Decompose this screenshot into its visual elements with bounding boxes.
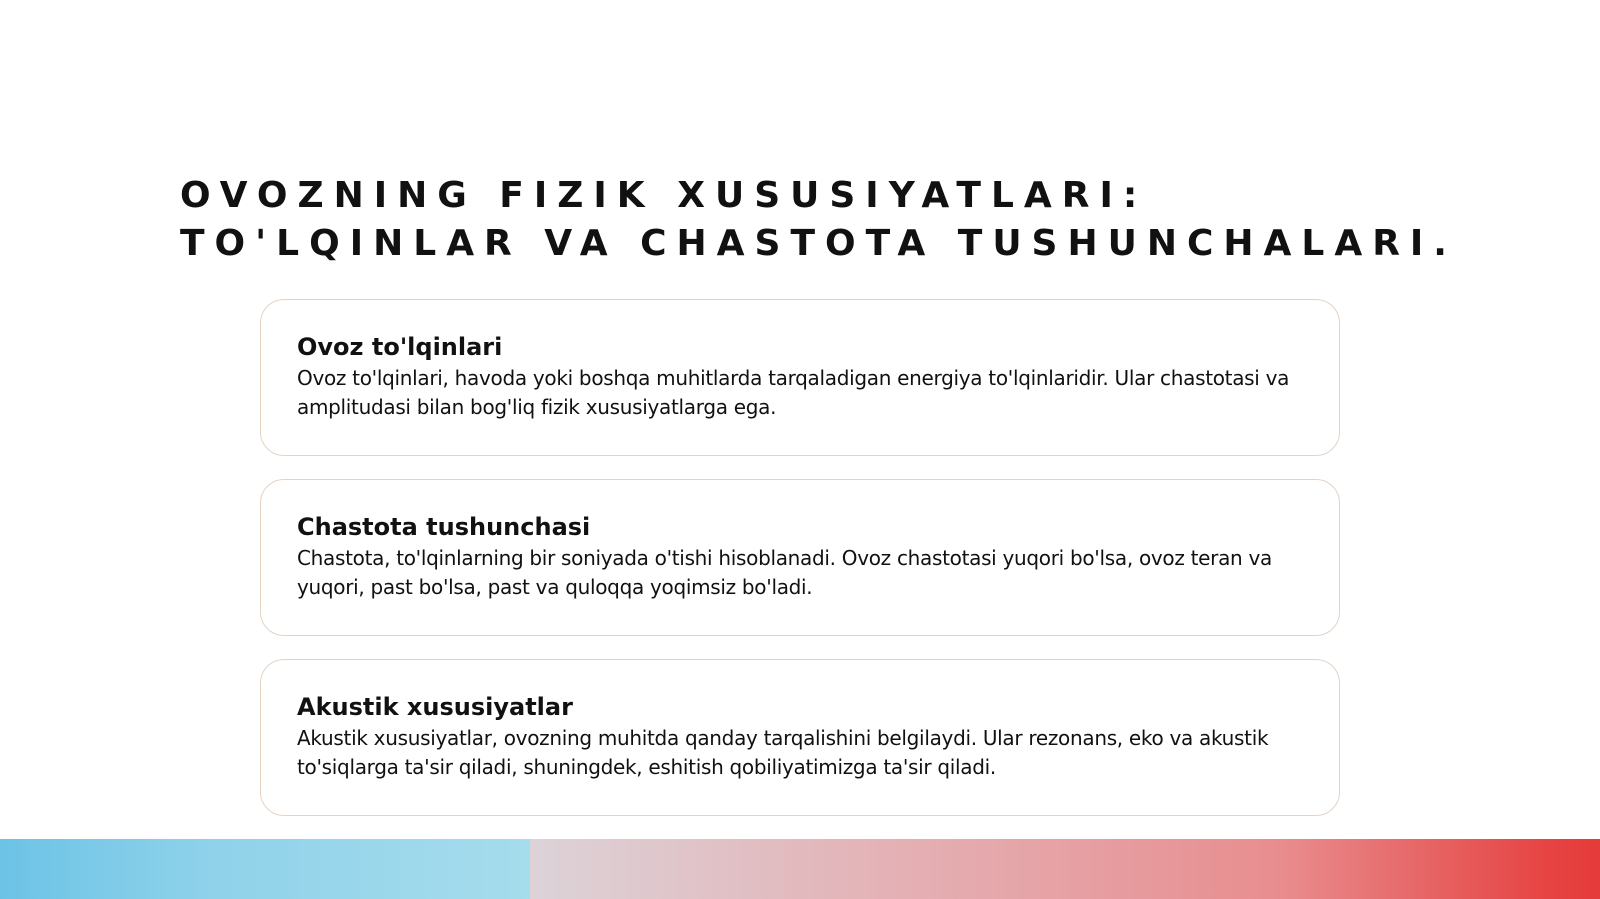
card-heading: Akustik xususiyatlar xyxy=(297,693,573,721)
info-card-sound-waves xyxy=(260,299,1340,456)
decorative-gradient-bar xyxy=(0,839,1600,899)
card-text: Akustik xususiyatlar, ovozning muhitda qanday tarqalishini belgilaydi. Ular rezonans, eko va akustik to'siqlarga ta'sir qiladi, shuningdek, eshitish qobiliyatimizga ta'sir qiladi. xyxy=(297,726,1269,779)
gradient-bar-blue-segment xyxy=(0,839,530,899)
slide-title xyxy=(180,172,1580,268)
info-card-frequency xyxy=(260,479,1340,636)
slide-title-line-1: OVOZNING FIZIK XUSUSIYATLARI: xyxy=(180,175,1148,216)
card-text: Ovoz to'lqinlari, havoda yoki boshqa muhitlarda tarqaladigan energiya to'lqinlaridir. Ular chastotasi va amplitudasi bilan bog'liq fizik xususiyatlarga ega. xyxy=(297,366,1290,419)
info-card-list xyxy=(260,299,1340,839)
gradient-bar-red-segment xyxy=(530,839,1600,899)
info-card-acoustics xyxy=(260,659,1340,816)
card-heading: Ovoz to'lqinlari xyxy=(297,333,503,361)
slide-title-line-2: TO'LQINLAR VA CHASTOTA TUSHUNCHALARI. xyxy=(180,223,1457,264)
card-heading: Chastota tushunchasi xyxy=(297,513,591,541)
card-text: Chastota, to'lqinlarning bir soniyada o'tishi hisoblanadi. Ovoz chastotasi yuqori bo'lsa, ovoz teran va yuqori, past bo'lsa, past va quloqqa yoqimsiz bo'ladi. xyxy=(297,546,1272,599)
